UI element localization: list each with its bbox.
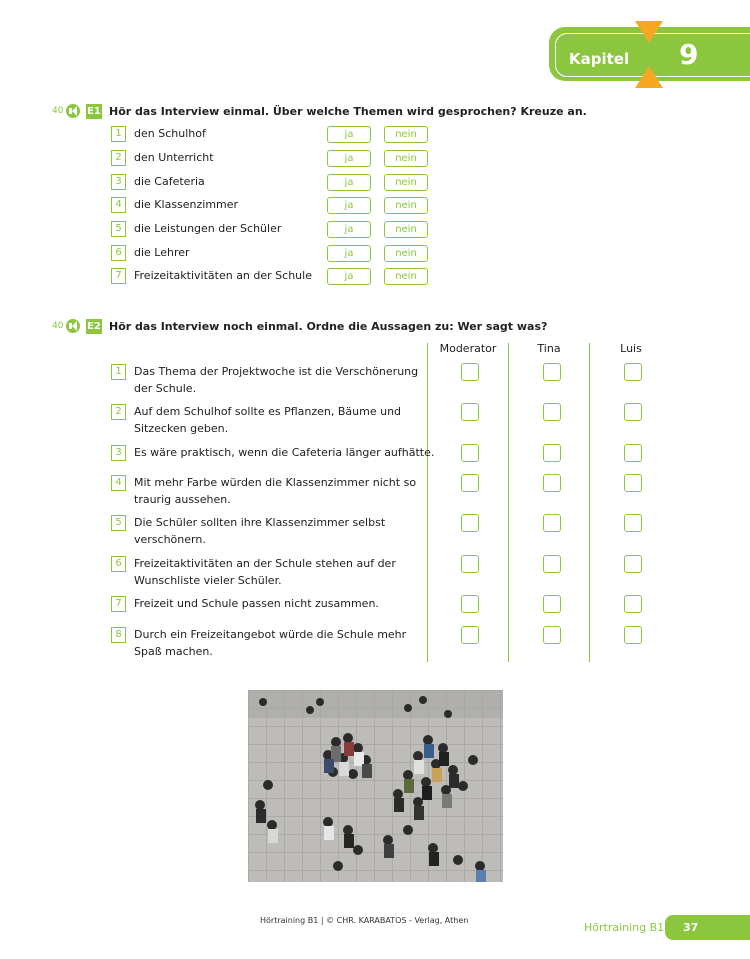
e2-item-text-line2: Spaß machen. <box>134 645 213 658</box>
checkbox-tina[interactable] <box>543 595 561 613</box>
e1-yes-option[interactable]: ja <box>327 150 371 167</box>
e2-item-number: 3 <box>111 445 126 461</box>
e2-item-number: 4 <box>111 475 126 491</box>
checkbox-tina[interactable] <box>543 444 561 462</box>
e1-track-number: 40 <box>52 106 64 116</box>
checkbox-luis[interactable] <box>624 363 642 381</box>
checkbox-tina[interactable] <box>543 474 561 492</box>
e1-yes-option[interactable]: ja <box>327 268 371 285</box>
checkbox-luis[interactable] <box>624 514 642 532</box>
e2-badge: E2 <box>87 320 101 332</box>
column-header-moderator: Moderator <box>439 342 497 355</box>
e1-item-text: die Klassenzimmer <box>134 198 239 211</box>
e1-instruction: Hör das Interview einmal. Über welche Themen wird gesprochen? Kreuze an. <box>109 104 587 118</box>
e1-yes-option[interactable]: ja <box>327 245 371 262</box>
checkbox-luis[interactable] <box>624 555 642 573</box>
checkbox-tina[interactable] <box>543 403 561 421</box>
column-divider <box>427 343 428 662</box>
page-number-tab <box>665 915 750 940</box>
e2-item-text-line1: Es wäre praktisch, wenn die Cafeteria länger aufhätte. <box>134 446 435 459</box>
e1-no-option[interactable]: nein <box>384 150 428 167</box>
page-number: 37 <box>683 921 699 934</box>
chapter-marker-top <box>635 21 663 43</box>
e1-yes-option[interactable]: ja <box>327 197 371 214</box>
e2-item-text-line1: Durch ein Freizeitangebot würde die Schule mehr <box>134 628 407 641</box>
checkbox-tina[interactable] <box>543 514 561 532</box>
e1-yes-option[interactable]: ja <box>327 174 371 191</box>
e1-yes-option[interactable]: ja <box>327 126 371 143</box>
e1-no-option[interactable]: nein <box>384 221 428 238</box>
students-crowd-photo <box>248 690 503 882</box>
e1-item-text: die Leistungen der Schüler <box>134 222 282 235</box>
checkbox-moderator[interactable] <box>461 595 479 613</box>
column-header-tina: Tina <box>537 342 561 355</box>
e2-item-text-line1: Freizeitaktivitäten an der Schule stehen auf der <box>134 557 396 570</box>
chapter-marker-bottom <box>635 66 663 88</box>
column-divider <box>589 343 590 662</box>
e1-item-text: die Cafeteria <box>134 175 205 188</box>
e1-item-number: 6 <box>111 245 126 261</box>
e2-item-text-line1: Die Schüler sollten ihre Klassenzimmer selbst <box>134 516 386 529</box>
audio-speaker-icon[interactable] <box>66 319 80 333</box>
checkbox-tina[interactable] <box>543 363 561 381</box>
checkbox-moderator[interactable] <box>461 444 479 462</box>
e1-item-number: 5 <box>111 221 126 237</box>
chapter-number: 9 <box>679 38 699 71</box>
checkbox-tina[interactable] <box>543 626 561 644</box>
chapter-label: Kapitel <box>569 50 630 68</box>
checkbox-luis[interactable] <box>624 403 642 421</box>
e2-item-text-line2: der Schule. <box>134 382 197 395</box>
e2-item-number: 8 <box>111 627 126 643</box>
e2-item-text-line2: Sitzecken geben. <box>134 422 229 435</box>
e2-item-number: 6 <box>111 556 126 572</box>
e1-no-option[interactable]: nein <box>384 197 428 214</box>
e2-item-text-line2: traurig aussehen. <box>134 493 231 506</box>
e1-item-text: den Unterricht <box>134 151 214 164</box>
e1-item-number: 2 <box>111 150 126 166</box>
e1-item-number: 4 <box>111 197 126 213</box>
checkbox-tina[interactable] <box>543 555 561 573</box>
checkbox-moderator[interactable] <box>461 363 479 381</box>
e1-item-text: den Schulhof <box>134 127 206 140</box>
e1-item-number: 3 <box>111 174 126 190</box>
e2-item-number: 1 <box>111 364 126 380</box>
e2-item-text-line1: Mit mehr Farbe würden die Klassenzimmer nicht so <box>134 476 417 489</box>
e2-item-text-line1: Auf dem Schulhof sollte es Pflanzen, Bäume und <box>134 405 402 418</box>
e2-item-text-line2: verschönern. <box>134 533 206 546</box>
e1-no-option[interactable]: nein <box>384 245 428 262</box>
e1-item-text: die Lehrer <box>134 246 190 259</box>
checkbox-luis[interactable] <box>624 595 642 613</box>
e2-item-text-line2: Wunschliste vieler Schüler. <box>134 574 282 587</box>
footer-copyright: Hörtraining B1 | © CHR. KARABATOS - Verlag, Athen <box>260 916 469 925</box>
e2-item-number: 2 <box>111 404 126 420</box>
e1-item-text: Freizeitaktivitäten an der Schule <box>134 269 312 282</box>
column-divider <box>508 343 509 662</box>
e2-header <box>52 318 547 334</box>
e1-header <box>52 103 587 119</box>
e1-badge: E1 <box>87 105 101 117</box>
checkbox-moderator[interactable] <box>461 474 479 492</box>
e2-item-number: 7 <box>111 596 126 612</box>
checkbox-luis[interactable] <box>624 626 642 644</box>
e2-track-number: 40 <box>52 321 64 331</box>
e2-item-text-line1: Freizeit und Schule passen nicht zusammen. <box>134 597 379 610</box>
checkbox-moderator[interactable] <box>461 403 479 421</box>
checkbox-luis[interactable] <box>624 474 642 492</box>
checkbox-moderator[interactable] <box>461 555 479 573</box>
e2-instruction: Hör das Interview noch einmal. Ordne die Aussagen zu: Wer sagt was? <box>109 319 548 333</box>
audio-speaker-icon[interactable] <box>66 104 80 118</box>
checkbox-luis[interactable] <box>624 444 642 462</box>
e2-item-text-line1: Das Thema der Projektwoche ist die Verschönerung <box>134 365 419 378</box>
e1-no-option[interactable]: nein <box>384 126 428 143</box>
column-header-luis: Luis <box>620 342 642 355</box>
footer-book-title: Hörtraining B1 <box>584 921 665 934</box>
e1-no-option[interactable]: nein <box>384 174 428 191</box>
checkbox-moderator[interactable] <box>461 514 479 532</box>
e1-item-number: 7 <box>111 268 126 284</box>
e1-no-option[interactable]: nein <box>384 268 428 285</box>
e2-item-number: 5 <box>111 515 126 531</box>
e1-yes-option[interactable]: ja <box>327 221 371 238</box>
e1-item-number: 1 <box>111 126 126 142</box>
checkbox-moderator[interactable] <box>461 626 479 644</box>
